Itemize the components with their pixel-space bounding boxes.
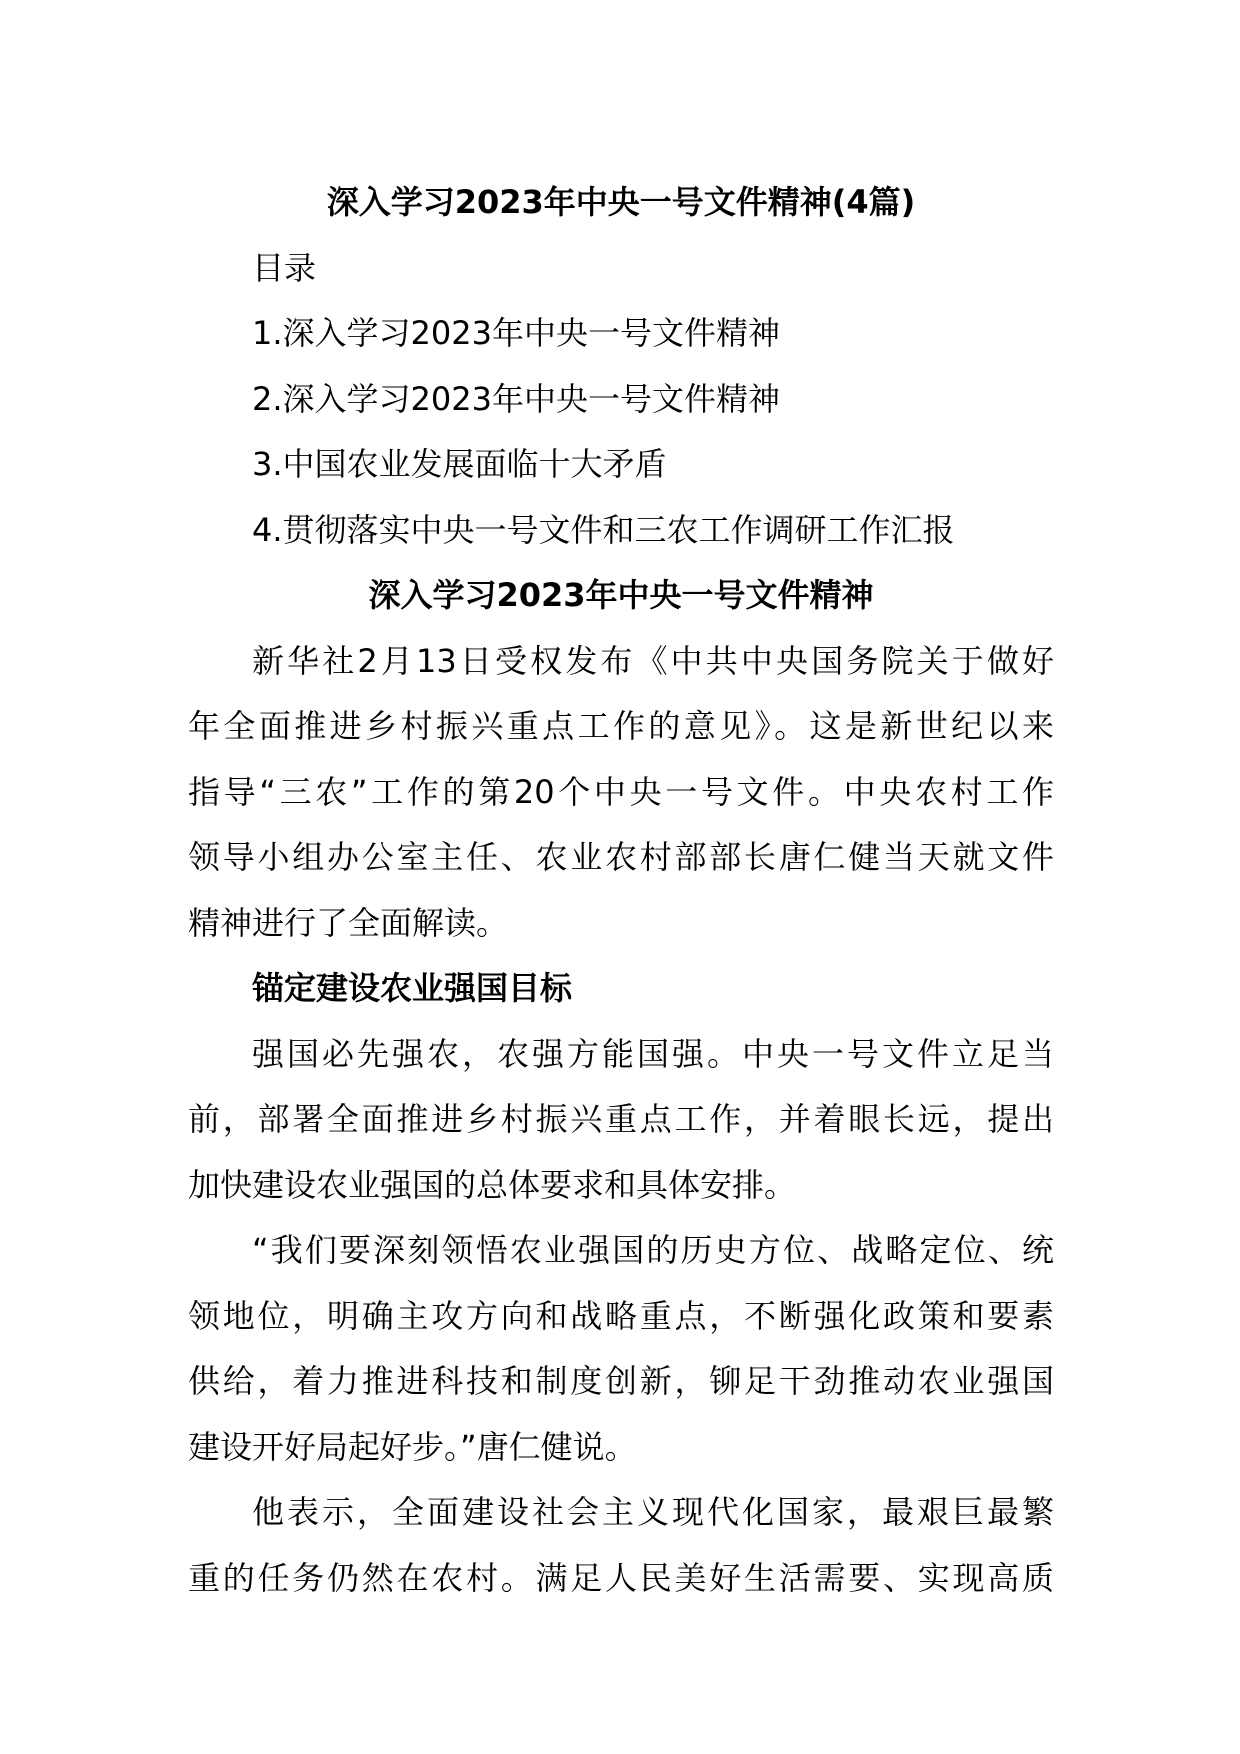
document-content: [188, 170, 1054, 1611]
paragraph-line: 强国必先强农，农强方能国强。中央一号文件立足当: [252, 1034, 1054, 1073]
paragraph-line: 领导小组办公室主任、农业农村部部长唐仁健当天就文件: [188, 838, 1054, 876]
paragraph-line: 加快建设农业强国的总体要求和具体安排。: [188, 1165, 797, 1204]
paragraph-line: 新华社2月13日受权发布《中共中央国务院关于做好: [252, 641, 1054, 680]
section-heading: 锚定建设农业强国目标: [252, 969, 573, 1007]
paragraph-line: 前，部署全面推进乡村振兴重点工作，并着眼长远，提出: [188, 1100, 1054, 1138]
article-title: 深入学习2023年中央一号文件精神: [368, 576, 874, 614]
toc-item-2: 2.深入学习2023年中央一号文件精神: [252, 379, 780, 418]
paragraph-line: 供给，着力推进科技和制度创新，铆足干劲推动农业强国: [188, 1362, 1054, 1400]
paragraph-line: 他表示，全面建设社会主义现代化国家，最艰巨最繁: [252, 1493, 1054, 1531]
toc-item-1: 1.深入学习2023年中央一号文件精神: [252, 314, 780, 352]
toc-item-4: 4.贯彻落实中央一号文件和三农工作调研工作汇报: [252, 510, 955, 549]
toc-heading: 目录: [252, 248, 317, 287]
paragraph-line: 年全面推进乡村振兴重点工作的意见》。这是新世纪以来: [188, 707, 1054, 745]
paragraph-line: 精神进行了全面解读。: [188, 903, 509, 942]
document-title: 深入学习2023年中央一号文件精神(4篇): [326, 183, 916, 221]
paragraph-line: 领地位，明确主攻方向和战略重点，不断强化政策和要素: [188, 1296, 1054, 1335]
paragraph-line: 重的任务仍然在农村。满足人民美好生活需要、实现高质: [188, 1558, 1054, 1597]
toc-item-3: 3.中国农业发展面临十大矛盾: [252, 445, 667, 483]
paragraph-line: 指导“三农”工作的第20个中央一号文件。中央农村工作: [188, 772, 1054, 811]
paragraph-line: 建设开好局起好步。”唐仁健说。: [188, 1427, 637, 1466]
paragraph-line: “我们要深刻领悟农业强国的历史方位、战略定位、统: [252, 1231, 1054, 1269]
